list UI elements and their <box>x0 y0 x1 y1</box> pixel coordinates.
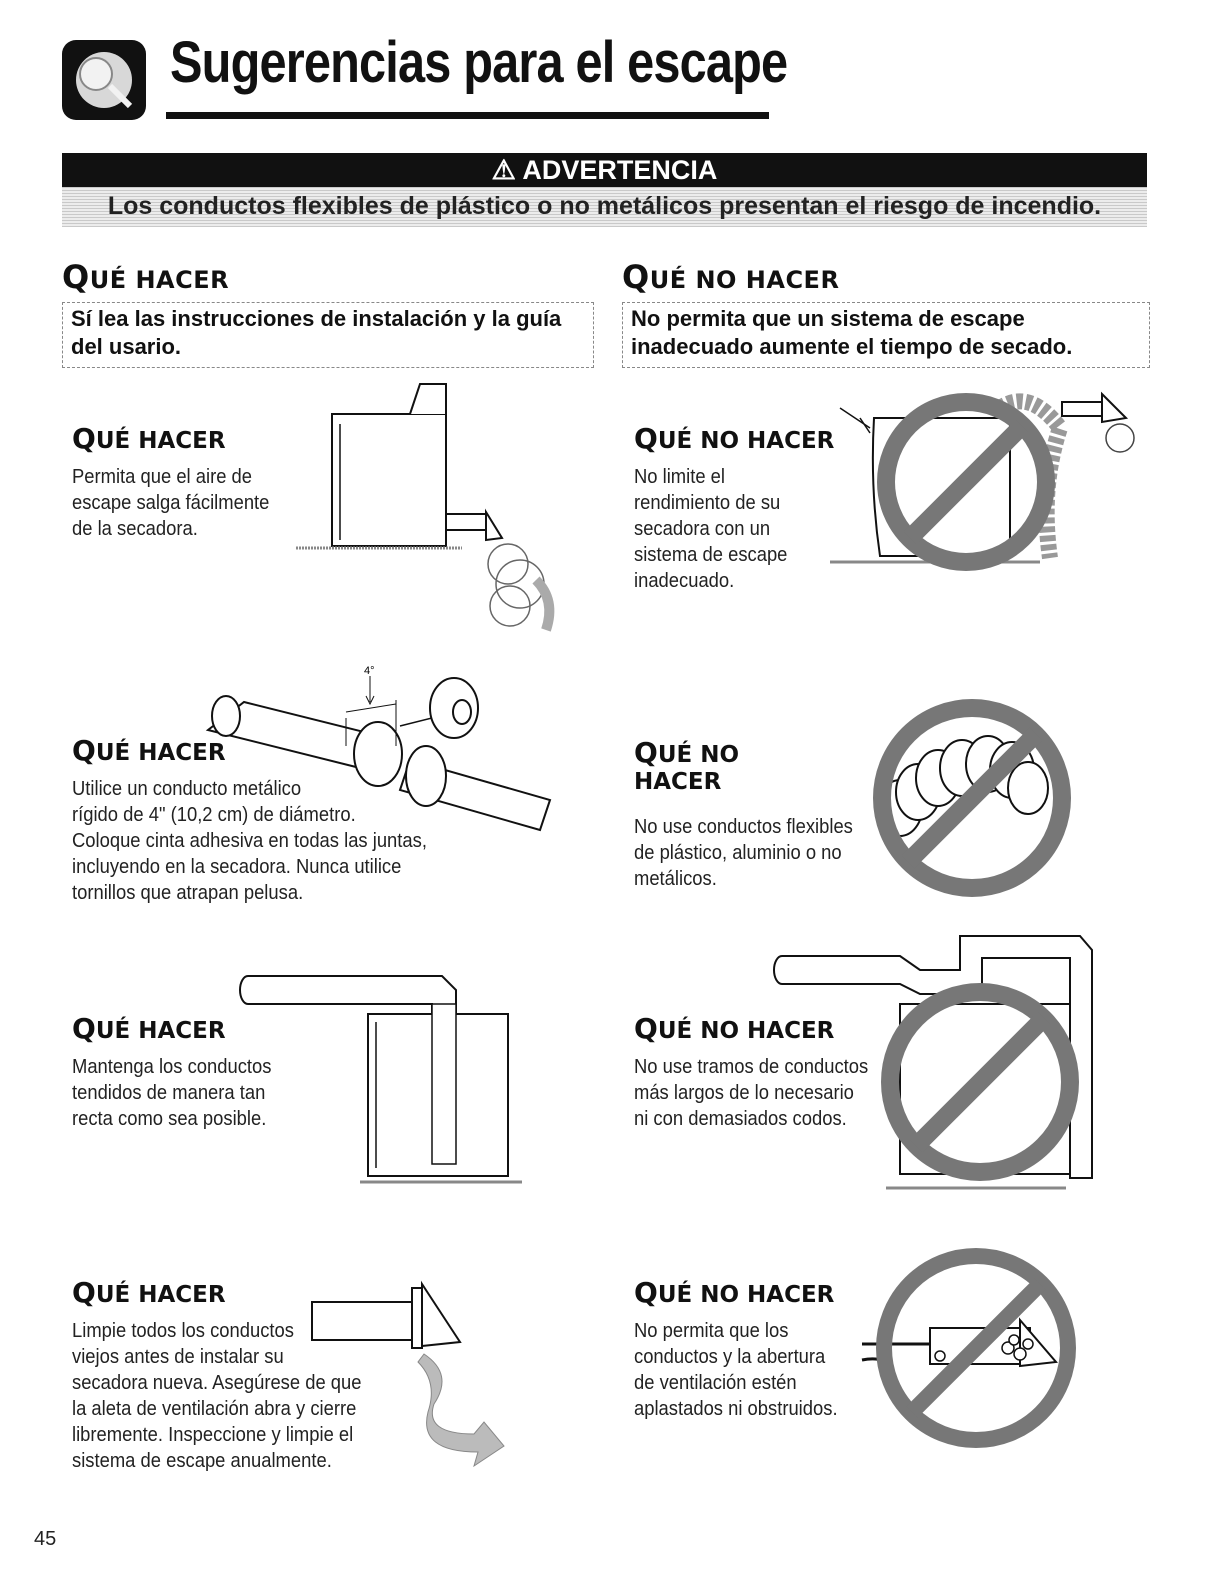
dont-item-4-text: No permita que los conductos y la abertura de ventilación estén aplastados ni obstruidos. <box>634 1320 838 1420</box>
long-duct-many-elbows-illustration <box>770 930 1110 1196</box>
dont-item-1-heading: QUÉ NO HACER <box>634 422 835 455</box>
dont-column-intro: No permita que un sistema de escape inadecuado aumente el tiempo de secado. <box>622 302 1150 368</box>
rigid-metal-duct-illustration <box>200 660 570 870</box>
straight-duct-run-illustration <box>236 968 536 1190</box>
dont-item-3-text: No use tramos de conductos más largos de lo necesario ni con demasiados codos. <box>634 1056 869 1130</box>
do-column-heading: QUÉ HACER <box>62 258 230 296</box>
flexible-plastic-duct-illustration <box>872 688 1072 908</box>
warning-triangle-icon: ⚠ <box>491 155 516 185</box>
do-item-3-heading: QUÉ HACER <box>72 1012 226 1045</box>
dont-item-3-heading: QUÉ NO HACER <box>634 1012 835 1045</box>
do-item-2-heading: QUÉ HACER <box>72 734 226 767</box>
page-title: Sugerencias para el escape <box>170 30 788 95</box>
dont-item-1-text: No limite el rendimiento de su secadora con un sistema de escape inadecuado. <box>634 466 788 592</box>
do-item-2-text: Utilice un conducto metálico rígido de 4" (10,2 cm) de diámetro. Coloque cinta adhesiva en todas las juntas, incluyendo en la secadora. Nunca utilice tornillos que atrapan pelusa. <box>72 778 427 904</box>
do-item-4-heading: QUÉ HACER <box>72 1276 226 1309</box>
do-item-3-text: Mantenga los conductos tendidos de manera tan recta como sea posible. <box>72 1056 272 1130</box>
dont-item-4-heading: QUÉ NO HACER <box>634 1276 835 1309</box>
do-item-1-heading: QUÉ HACER <box>72 422 226 455</box>
page-number: 45 <box>34 1528 57 1550</box>
duct-angle-label: 4° <box>364 665 375 677</box>
dont-item-2-text: No use conductos flexibles de plástico, aluminio o no metálicos. <box>634 816 853 890</box>
do-column-intro: Sí lea las instrucciones de instalación y la guía del usario. <box>62 302 594 368</box>
clean-vent-hood-illustration <box>308 1276 518 1476</box>
dryer-vent-logo-icon <box>62 40 150 124</box>
do-item-1-text: Permita que el aire de escape salga fácilmente de la secadora. <box>72 466 270 540</box>
dryer-free-exhaust-illustration <box>296 380 586 630</box>
warning-banner-heading <box>62 153 1147 187</box>
dont-item-2-heading: QUÉ NO HACER <box>634 736 740 795</box>
warning-heading-text: ADVERTENCIA <box>522 155 718 185</box>
title-underline <box>166 112 769 119</box>
dont-column-heading: QUÉ NO HACER <box>622 258 840 296</box>
restricted-flexible-duct-illustration <box>830 378 1160 578</box>
warning-message: Los conductos flexibles de plástico o no metálicos presentan el riesgo de incendio. <box>62 187 1147 227</box>
do-item-4-text: Limpie todos los conductos viejos antes de instalar su secadora nueva. Asegúrese de que la aleta de ventilación abra y cierre libremente. Inspeccione y limpie el sistema de escape anualmente. <box>72 1320 362 1472</box>
crushed-blocked-duct-illustration <box>860 1250 1090 1450</box>
